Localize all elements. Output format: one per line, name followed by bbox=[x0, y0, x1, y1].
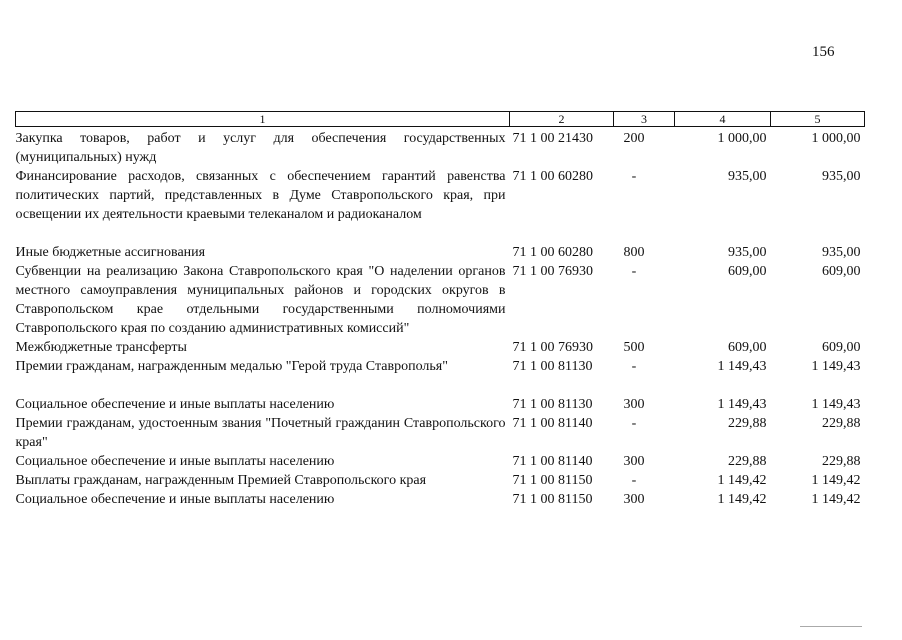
row-expense-type: - bbox=[631, 264, 637, 279]
table-row bbox=[16, 262, 865, 338]
row-name: Премии гражданам, удостоенным звания "Почетный гражданин Ставропольского края" bbox=[15, 416, 506, 450]
row-expense-type: - bbox=[631, 359, 637, 374]
table-row bbox=[16, 490, 865, 509]
row-expense-type: - bbox=[631, 416, 637, 431]
row-code: 71 1 00 81130 bbox=[512, 397, 593, 412]
row-amount-col4: 1 149,42 bbox=[717, 492, 767, 507]
row-code: 71 1 00 81140 bbox=[512, 454, 593, 469]
row-amount-col4: 1 149,43 bbox=[717, 397, 767, 412]
row-amount-col5: 229,88 bbox=[822, 416, 861, 431]
row-expense-type: 300 bbox=[623, 454, 645, 469]
row-name: Иные бюджетные ассигнования bbox=[15, 245, 206, 260]
table-row bbox=[16, 452, 865, 471]
row-code: 71 1 00 76930 bbox=[512, 340, 593, 355]
row-code: 71 1 00 81130 bbox=[512, 359, 593, 374]
row-expense-type: - bbox=[631, 473, 637, 488]
row-expense-type: 200 bbox=[623, 131, 645, 146]
row-amount-col5: 1 149,43 bbox=[811, 397, 861, 412]
row-code: 71 1 00 76930 bbox=[512, 264, 593, 279]
row-code: 71 1 00 21430 bbox=[512, 131, 593, 146]
row-name: Выплаты гражданам, награжденным Премией Ставропольского края bbox=[15, 473, 427, 488]
row-expense-type: 500 bbox=[623, 340, 645, 355]
row-code: 71 1 00 81150 bbox=[512, 473, 593, 488]
row-spacer bbox=[16, 376, 865, 395]
row-name: Социальное обеспечение и иные выплаты населению bbox=[15, 492, 335, 507]
table-row bbox=[16, 414, 865, 452]
header-col-5: 5 bbox=[771, 112, 865, 127]
row-amount-col5: 609,00 bbox=[822, 264, 861, 279]
header-col-2: 2 bbox=[510, 112, 614, 127]
row-amount-col4: 1 149,42 bbox=[717, 473, 767, 488]
row-name: Премии гражданам, награжденным медалью "Герой труда Ставрополья" bbox=[15, 359, 448, 374]
header-col-4: 4 bbox=[675, 112, 771, 127]
row-amount-col4: 1 149,43 bbox=[717, 359, 767, 374]
row-amount-col4: 229,88 bbox=[728, 454, 767, 469]
row-name: Закупка товаров, работ и услуг для обеспечения государственных (муниципальных) нужд bbox=[15, 131, 506, 165]
row-amount-col4: 609,00 bbox=[728, 340, 767, 355]
row-spacer-cell bbox=[16, 376, 865, 395]
header-row bbox=[16, 112, 865, 127]
table-row bbox=[16, 243, 865, 262]
row-amount-col4: 229,88 bbox=[728, 416, 767, 431]
scan-mark bbox=[800, 626, 862, 631]
table-row bbox=[16, 395, 865, 414]
row-name: Социальное обеспечение и иные выплаты населению bbox=[15, 454, 335, 469]
row-amount-col5: 1 000,00 bbox=[811, 131, 861, 146]
row-amount-col4: 935,00 bbox=[728, 169, 767, 184]
row-name: Финансирование расходов, связанных с обеспечением гарантий равенства политических партий, представленных в Думе Ставропольского края, при освещении их деятельности краевыми телеканалом и радиоканалом bbox=[15, 169, 506, 222]
row-amount-col4: 1 000,00 bbox=[717, 131, 767, 146]
row-spacer-cell bbox=[16, 224, 865, 243]
table-row bbox=[16, 338, 865, 357]
row-amount-col4: 935,00 bbox=[728, 245, 767, 260]
table-row bbox=[16, 167, 865, 224]
budget-table bbox=[15, 111, 865, 509]
header-col-3: 3 bbox=[614, 112, 675, 127]
row-amount-col5: 1 149,43 bbox=[811, 359, 861, 374]
row-expense-type: 800 bbox=[623, 245, 645, 260]
table-body bbox=[16, 127, 865, 510]
row-spacer bbox=[16, 224, 865, 243]
row-amount-col4: 609,00 bbox=[728, 264, 767, 279]
row-amount-col5: 609,00 bbox=[822, 340, 861, 355]
row-amount-col5: 935,00 bbox=[822, 245, 861, 260]
table-row bbox=[16, 471, 865, 490]
table-row bbox=[16, 127, 865, 168]
row-amount-col5: 229,88 bbox=[822, 454, 861, 469]
row-code: 71 1 00 60280 bbox=[512, 169, 593, 184]
table-row bbox=[16, 357, 865, 376]
row-code: 71 1 00 81150 bbox=[512, 492, 593, 507]
row-amount-col5: 1 149,42 bbox=[811, 473, 861, 488]
row-name: Социальное обеспечение и иные выплаты населению bbox=[15, 397, 335, 412]
row-expense-type: - bbox=[631, 169, 637, 184]
row-name: Межбюджетные трансферты bbox=[15, 340, 187, 355]
row-name: Субвенции на реализацию Закона Ставропольского края "О наделении органов местного самоуправления муниципальных районов и городских округов в Ставропольском крае отдельными государственными полномочиями Ставропольского края по созданию административных комиссий" bbox=[15, 264, 506, 336]
row-amount-col5: 935,00 bbox=[822, 169, 861, 184]
table-header bbox=[16, 112, 865, 127]
row-expense-type: 300 bbox=[623, 492, 645, 507]
row-code: 71 1 00 81140 bbox=[512, 416, 593, 431]
page-number: 156 bbox=[812, 44, 835, 60]
row-amount-col5: 1 149,42 bbox=[811, 492, 861, 507]
row-code: 71 1 00 60280 bbox=[512, 245, 593, 260]
header-col-1: 1 bbox=[16, 112, 510, 127]
row-expense-type: 300 bbox=[623, 397, 645, 412]
